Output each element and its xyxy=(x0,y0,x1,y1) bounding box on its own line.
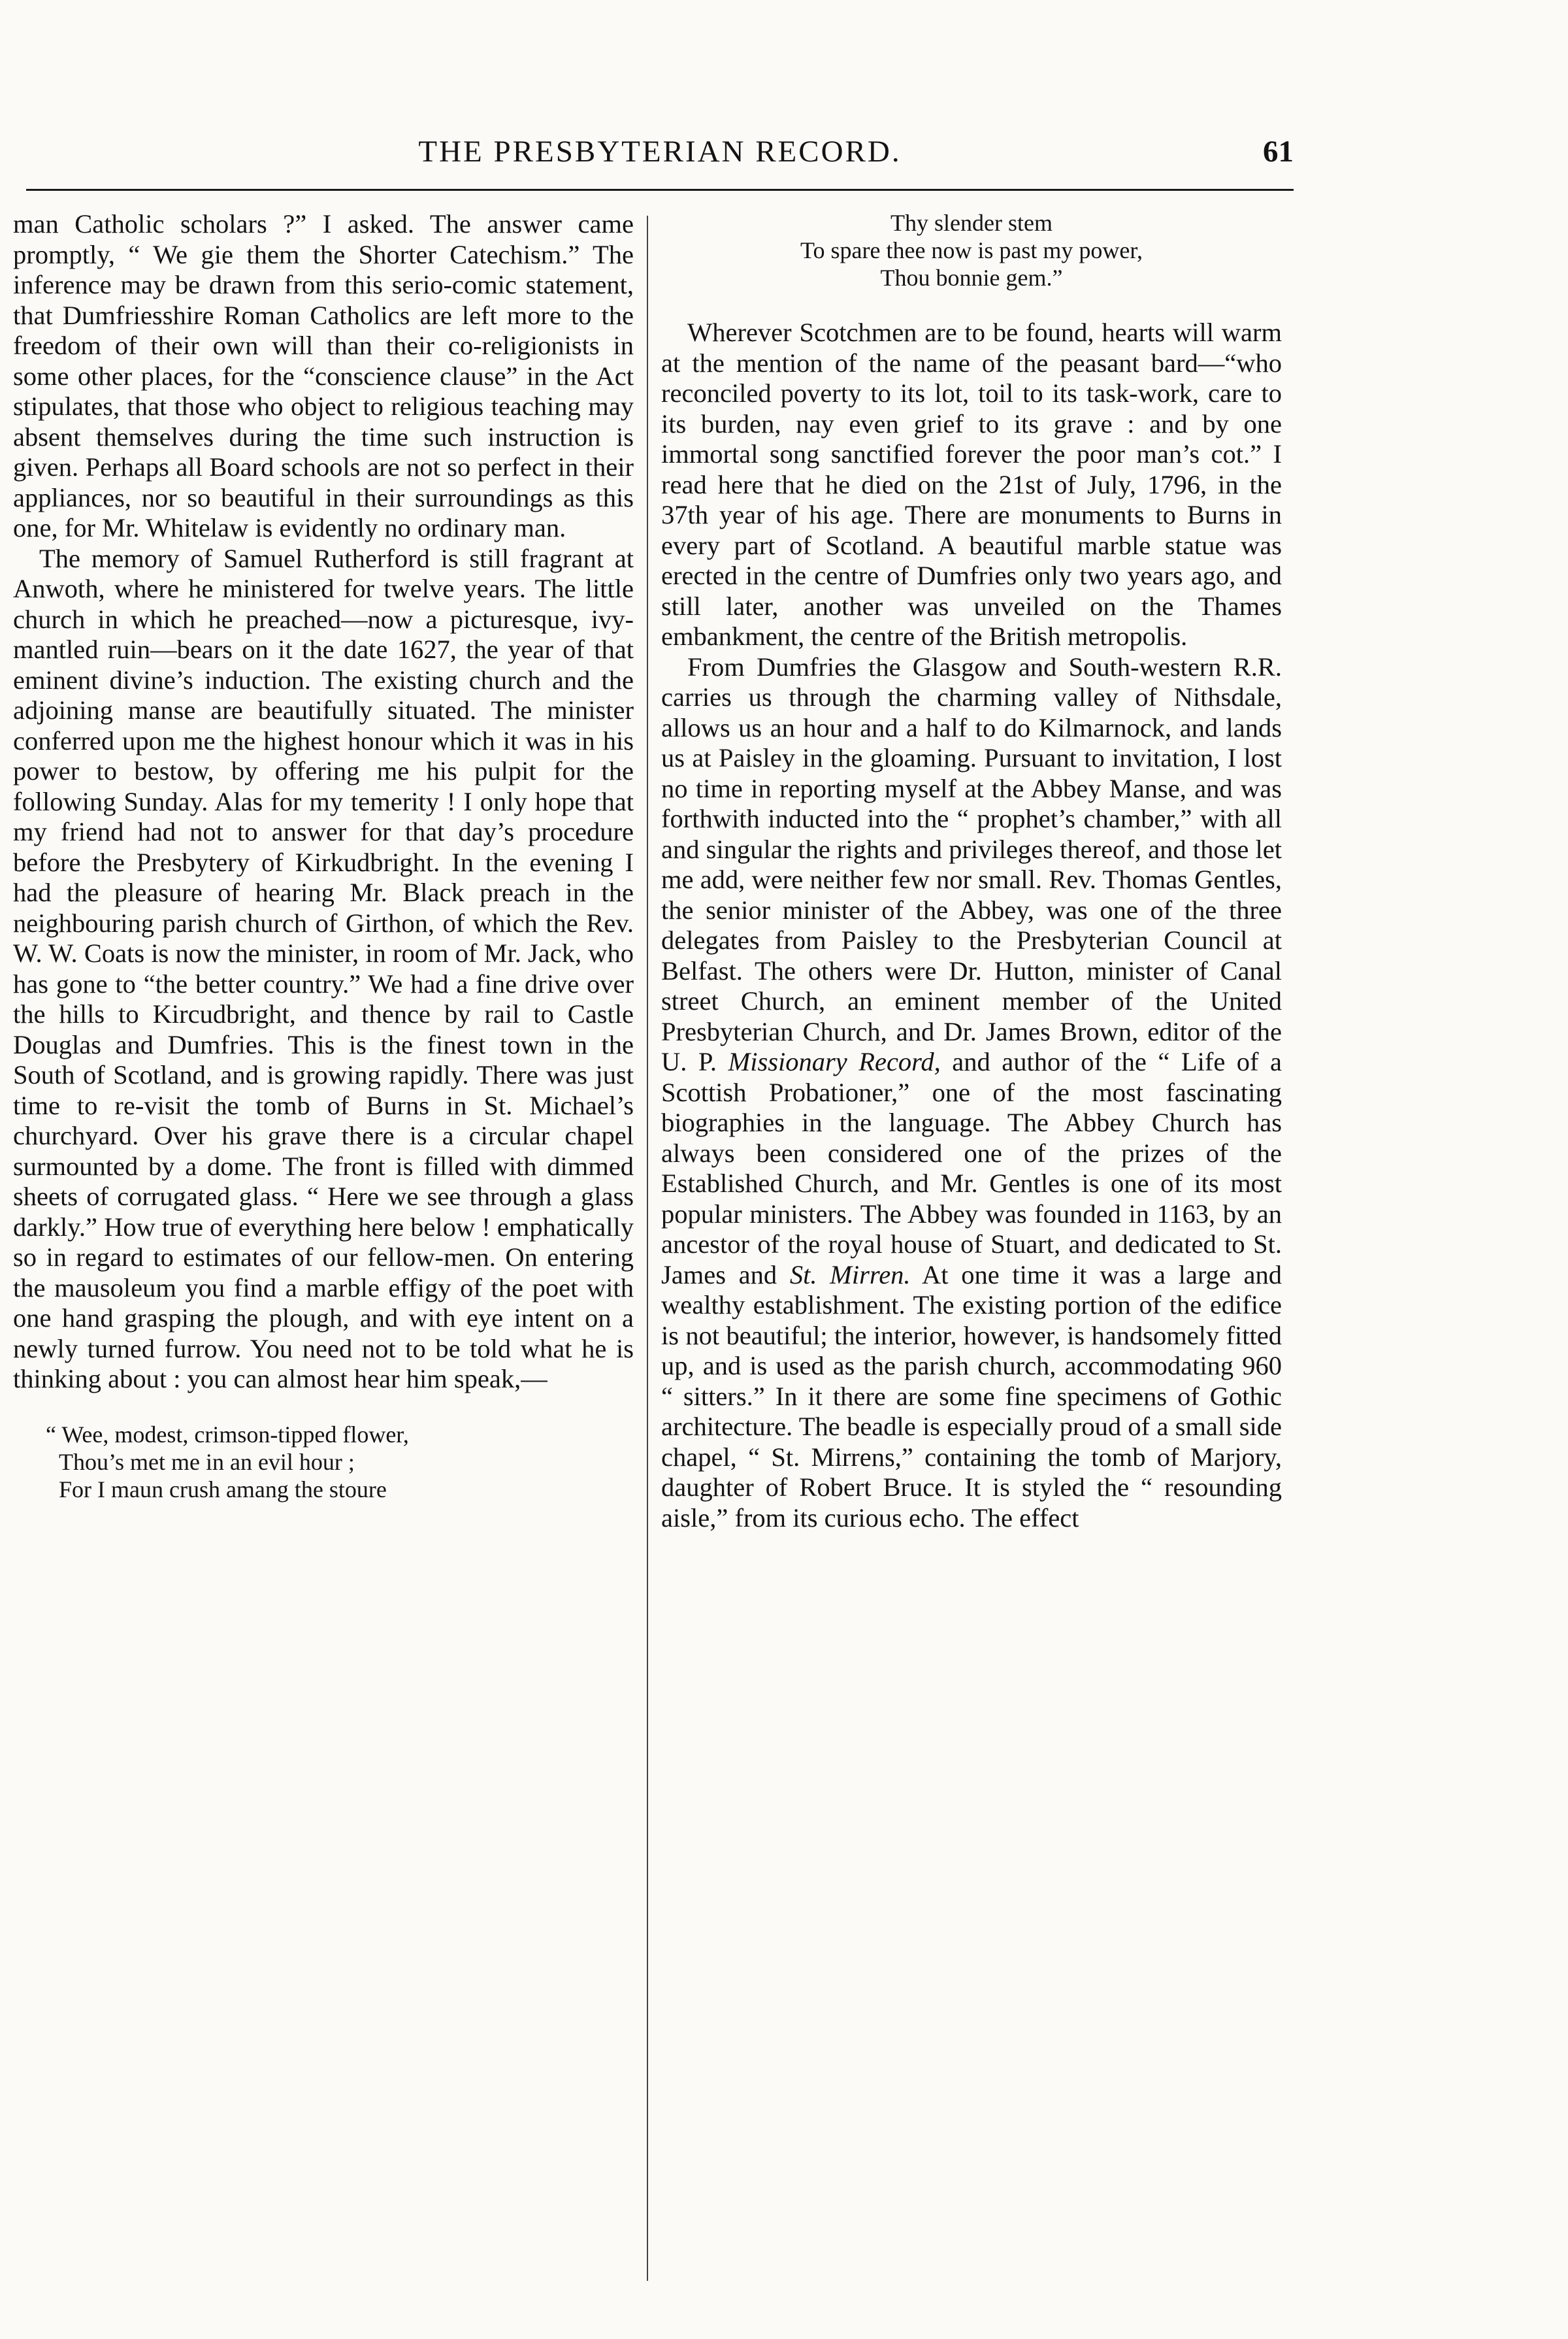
right-paragraph-1: Wherever Scotchmen are to be found, hearts will warm at the mention of the name of the peasant bard—“who reconciled poverty to its lot, toil to its task-work, care to its burden, nay even grief to its grave : and by one immortal song sanctified forever the poor man’s cot.” I read here that he died on the 21st of July, 1796, in the 37th year of his age. There are monuments to Burns in every part of Scotland. A beautiful marble statue was erected in the centre of Dumfries only two years ago, and still later, another was unveiled on the Thames embankment, the centre of the British metropolis. xyxy=(661,318,1282,651)
poem-line: Thou bonnie gem.” xyxy=(880,265,1063,291)
poem-line: “ Wee, modest, crimson-tipped flower, xyxy=(46,1421,409,1448)
italic-name: St. Mirren. xyxy=(789,1259,911,1289)
running-title: THE PRESBYTERIAN RECORD. xyxy=(418,135,902,169)
page-number: 61 xyxy=(1263,135,1294,169)
paragraph-text: From Dumfries the Glasgow and South-western R.R. carries us through the charming valley of Nithsdale, allows us an hour and a half to do Kilmarnock, and lands us at Paisley in the gloaming. Pursuant to invitation, I lost no time in reporting myself at the Abbey Manse, and was forthwith inducted into the “ prophet’s chamber,” with all and singular the rights and privileges thereof, and those let me add, were neither few nor small. Rev. Thomas Gentles, the senior minister of the Abbey, was one of the three delegates from Paisley to the Presbyterian Council at Belfast. The others were Dr. Hutton, minister of Canal street Church, an eminent member of the United Presbyterian Church, and Dr. James Brown, editor of the U. P. xyxy=(661,652,1282,1076)
poem-stanza-start xyxy=(13,1421,634,1503)
header-rule xyxy=(26,189,1294,191)
paragraph-text: At one time it was a large and wealthy establishment. The existing portion of the edifice is not beautiful; the interior, however, is handsomely fitted up, and is used as the parish church, accommodating 960 “ sitters.” In it there are some fine specimens of Gothic architecture. The beadle is especially proud of a small side chapel, “ St. Mirrens,” containing the tomb of Marjory, daughter of Robert Bruce. It is styled the “ resounding aisle,” from its curious echo. The effect xyxy=(661,1259,1282,1533)
left-paragraph-1: man Catholic scholars ?” I asked. The answer came promptly, “ We gie them the Shorter Catechism.” The inference may be drawn from this serio-comic statement, that Dumfriesshire Roman Catholics are left more to the freedom of their own will than their co-religionists in some other places, for the “conscience clause” in the Act stipulates, that those who object to religious teaching may absent themselves during the time such instruction is given. Perhaps all Board schools are not so perfect in their appliances, nor so beautiful in their surroundings as this one, for Mr. Whitelaw is evidently no ordinary man. xyxy=(13,209,634,542)
left-column xyxy=(13,209,634,1503)
left-paragraph-2: The memory of Samuel Rutherford is still fragrant at Anwoth, where he ministered for twelve years. The little church in which he preached—now a picturesque, ivy-mantled ruin—bears on it the date 1627, the year of that eminent divine’s induction. The existing church and the adjoining manse are beautifully situated. The minister conferred upon me the highest honour which it was in his power to bestow, by offering me his pulpit for the following Sunday. Alas for my temerity ! I only hope that my friend had not to answer for that day’s procedure before the Presbytery of Kirkudbright. In the evening I had the pleasure of hearing Mr. Black preach in the neighbouring parish church of Girthon, of which the Rev. W. W. Coats is now the minister, in room of Mr. Jack, who has gone to “the better country.” We had a fine drive over the hills to Kircudbright, and thence by rail to Castle Douglas and Dumfries. This is the finest town in the South of Scotland, and is growing rapidly. There was just time to re-visit the tomb of Burns in St. Michael’s churchyard. Over his grave there is a circular chapel surmounted by a dome. The front is filled with dimmed sheets of corrugated glass. “ Here we see through a glass darkly.” How true of everything here below ! emphatically so in regard to estimates of our fellow-men. On entering the mausoleum you find a marble effigy of the poet with one hand grasping the plough, and with eye intent on a newly turned furrow. You need not to be told what he is thinking about : you can almost hear him speak,— xyxy=(13,543,634,1393)
right-column xyxy=(661,209,1282,1533)
italic-title: Missionary Record, xyxy=(728,1047,941,1076)
column-divider xyxy=(647,216,648,2281)
poem-line: For I maun crush amang the stoure xyxy=(59,1476,387,1502)
page-header xyxy=(26,134,1294,173)
poem-line: To spare thee now is past my power, xyxy=(800,237,1143,263)
poem-line: Thy slender stem xyxy=(890,210,1053,236)
poem-stanza-end xyxy=(661,209,1282,291)
right-paragraph-2 xyxy=(661,652,1282,1534)
paragraph-text: and author of the “ Life of a Scottish Probationer,” one of the most fascinating biographies in the language. The Abbey Church has always been considered one of the prizes of the Established Church, and Mr. Gentles is one of its most popular ministers. The Abbey was founded in 1163, by an ancestor of the royal house of Stuart, and dedicated to St. James and xyxy=(661,1047,1282,1289)
poem-line: Thou’s met me in an evil hour ; xyxy=(59,1448,355,1475)
